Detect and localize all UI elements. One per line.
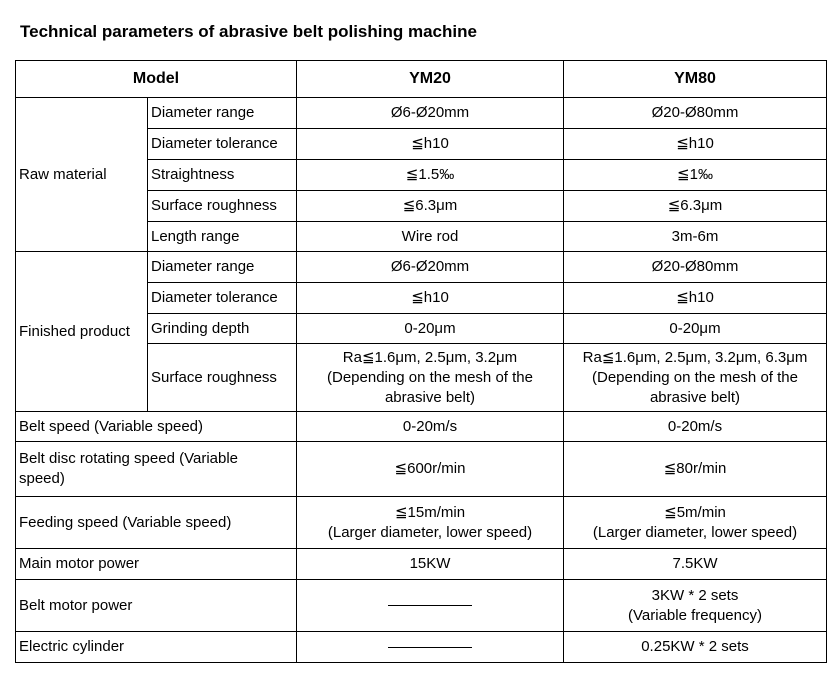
param-cell: Straightness <box>148 160 297 191</box>
cell-line: abrasive belt) <box>384 388 476 406</box>
ym80-cell: Ø20-Ø80mm <box>564 252 827 283</box>
ym20-cell: Ø6-Ø20mm <box>297 252 564 283</box>
ym20-cell: ≦1.5‰ <box>297 160 564 191</box>
cell-line: ≦15m/min <box>394 503 466 521</box>
ym20-cell: ≦6.3μm <box>297 191 564 222</box>
table-row <box>16 497 827 549</box>
cell-line: (Depending on the mesh of the <box>327 368 533 386</box>
table-row <box>16 632 827 663</box>
group-finished-product: Finished product <box>16 252 148 412</box>
table-row <box>16 580 827 632</box>
cell-line: (Depending on the mesh of the <box>592 368 798 386</box>
ym80-cell <box>564 497 827 549</box>
param-cell <box>16 442 297 497</box>
cell-line: speed) <box>19 470 65 487</box>
param-cell: Surface roughness <box>148 191 297 222</box>
group-raw-material: Raw material <box>16 98 148 252</box>
spec-table <box>15 60 827 663</box>
ym20-cell: Wire rod <box>297 222 564 252</box>
table-row <box>16 549 827 580</box>
ym20-cell: 0-20m/s <box>297 412 564 442</box>
param-cell: Surface roughness <box>148 344 297 412</box>
ym80-cell: 0-20μm <box>564 314 827 344</box>
param-cell: Electric cylinder <box>16 632 297 663</box>
ym20-cell: ≦h10 <box>297 283 564 314</box>
param-cell: Belt speed (Variable speed) <box>16 412 297 442</box>
param-cell: Diameter range <box>148 98 297 129</box>
header-row <box>16 61 827 98</box>
page-title: Technical parameters of abrasive belt polishing machine <box>20 22 477 41</box>
ym80-cell: 7.5KW <box>564 549 827 580</box>
header-model: Model <box>16 61 297 98</box>
param-cell: Diameter range <box>148 252 297 283</box>
header-ym20: YM20 <box>297 61 564 98</box>
ym80-cell: ≦h10 <box>564 283 827 314</box>
ym80-cell <box>564 344 827 412</box>
param-cell: Diameter tolerance <box>148 129 297 160</box>
ym20-cell <box>297 344 564 412</box>
ym80-cell: 0.25KW * 2 sets <box>564 632 827 663</box>
param-cell: Grinding depth <box>148 314 297 344</box>
ym20-cell: 15KW <box>297 549 564 580</box>
header-ym80: YM80 <box>564 61 827 98</box>
cell-line: (Larger diameter, lower speed) <box>592 523 798 541</box>
cell-line: Ra≦1.6μm, 2.5μm, 3.2μm <box>342 348 518 366</box>
ym80-cell: 0-20m/s <box>564 412 827 442</box>
ym80-cell: ≦1‰ <box>564 160 827 191</box>
cell-line: 3KW * 2 sets <box>651 586 739 604</box>
cell-line: (Variable frequency) <box>628 606 762 624</box>
dash-line <box>388 605 472 606</box>
cell-line: ≦5m/min <box>664 503 726 521</box>
table-row <box>16 98 827 129</box>
ym80-cell: ≦6.3μm <box>564 191 827 222</box>
ym20-cell: Ø6-Ø20mm <box>297 98 564 129</box>
table-row <box>16 442 827 497</box>
table-row <box>16 252 827 283</box>
param-cell: Length range <box>148 222 297 252</box>
param-cell: Main motor power <box>16 549 297 580</box>
ym20-cell: ≦h10 <box>297 129 564 160</box>
ym80-cell <box>564 580 827 632</box>
ym20-cell: 0-20μm <box>297 314 564 344</box>
ym80-cell: ≦80r/min <box>564 442 827 497</box>
ym20-cell <box>297 497 564 549</box>
cell-line: (Larger diameter, lower speed) <box>327 523 533 541</box>
ym20-cell <box>297 580 564 632</box>
ym20-cell: ≦600r/min <box>297 442 564 497</box>
ym80-cell: 3m-6m <box>564 222 827 252</box>
cell-line: Belt disc rotating speed (Variable <box>19 450 239 467</box>
param-cell: Belt motor power <box>16 580 297 632</box>
dash-line <box>388 647 472 648</box>
param-cell: Diameter tolerance <box>148 283 297 314</box>
cell-line: Ra≦1.6μm, 2.5μm, 3.2μm, 6.3μm <box>582 348 808 366</box>
cell-line: abrasive belt) <box>649 388 741 406</box>
param-cell: Feeding speed (Variable speed) <box>16 497 297 549</box>
table-row <box>16 412 827 442</box>
ym80-cell: ≦h10 <box>564 129 827 160</box>
ym20-cell <box>297 632 564 663</box>
ym80-cell: Ø20-Ø80mm <box>564 98 827 129</box>
